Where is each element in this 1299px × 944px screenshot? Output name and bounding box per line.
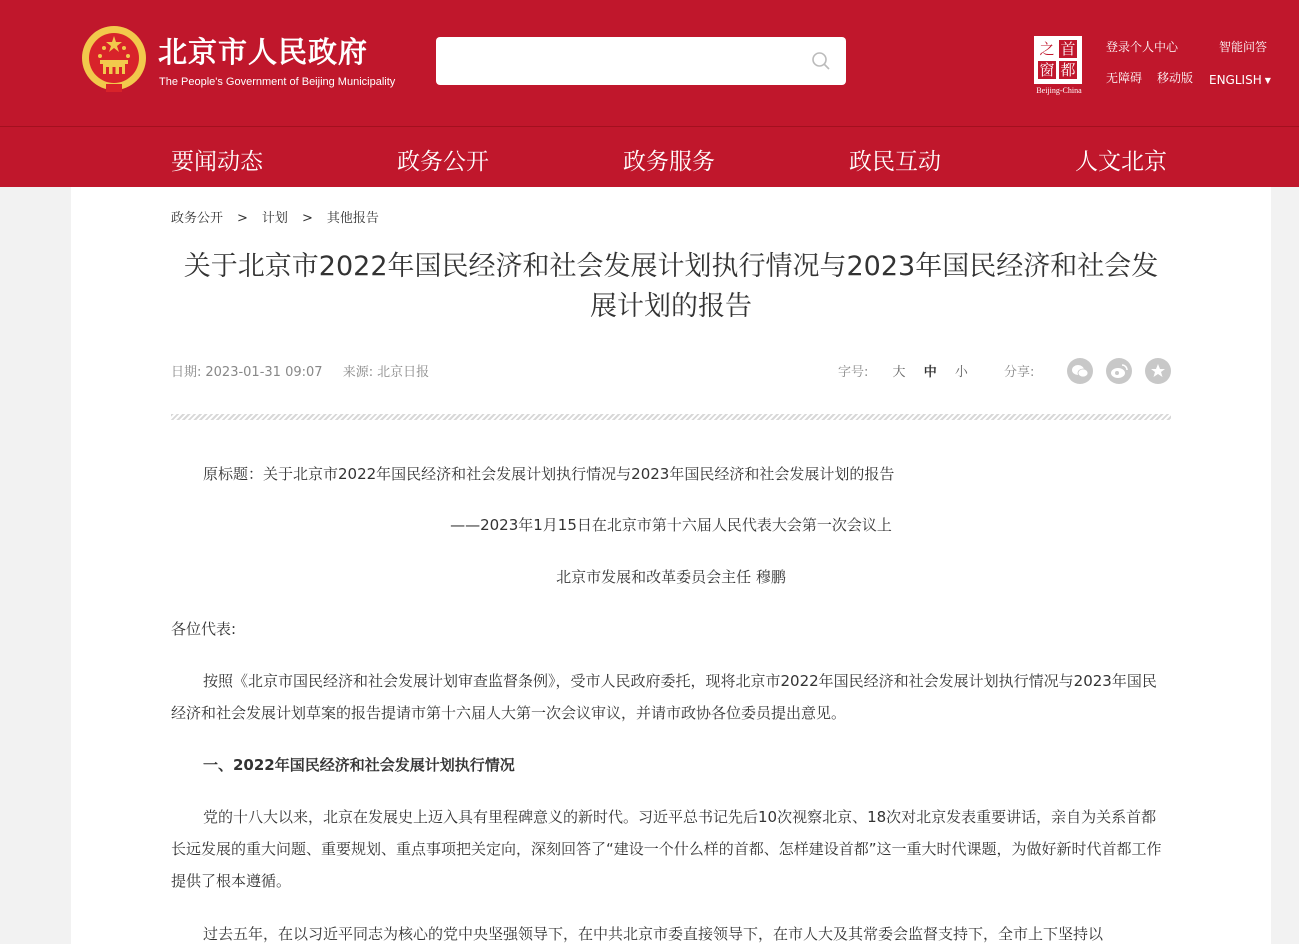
intro-paragraph: 按照《北京市国民经济和社会发展计划审查监督条例》，受市人民政府委托，现将北京市2022年国民经济和社会发展计划执行情况与2023年国民经济和社会发展计划草案的报告提请市第十六届人大第一次会议审议，并请市政协各位委员提出意见。 [171,672,1157,722]
breadcrumb-item[interactable]: 其他报告 [326,211,379,226]
article-source: 北京日报 [377,365,430,380]
login-link[interactable]: 登录个人中心 [1106,40,1179,54]
body-paragraph: 党的十八大以来，北京在发展史上迈入具有里程碑意义的新时代。习近平总书记先后10次视察北京、18次对北京发表重要讲话，亲自为关系首都长远发展的重大问题、重要规划、重点事项把关定向，深刻回答了“建设一个什么样的首都、怎样建设首都”这一重大时代课题，为做好新时代首都工作提供了根本遵循。 [171,808,1162,890]
article-title-line: 展计划的报告 [590,291,752,322]
breadcrumb-separator: > [301,211,313,226]
english-label: ENGLISH [1209,73,1262,87]
capital-logo-char: 首 [1060,40,1076,58]
site-header [0,0,1299,126]
breadcrumb [171,207,379,226]
body-paragraph: 过去五年，在以习近平同志为核心的党中央坚强领导下，在中共北京市委直接领导下，在市人大及其常委会监督支持下，全市上下坚持以 [203,925,1104,943]
report-author: 北京市发展和改革委员会主任 穆鹏 [556,568,786,586]
font-size-large[interactable]: 大 [892,365,906,380]
divider [171,414,1171,420]
font-size-small[interactable]: 小 [954,365,968,380]
source-label: 来源: [342,365,374,380]
capital-logo-caption: Beijing-China [1036,86,1082,95]
capital-logo-char: 都 [1060,61,1076,79]
site-subtitle: The People's Government of Beijing Municipality [159,76,396,88]
article-title [171,247,1171,327]
breadcrumb-item[interactable]: 计划 [261,211,288,226]
smart-qa-link[interactable]: 智能问答 [1219,40,1268,54]
font-size-control [838,361,968,380]
nav-item-culture[interactable]: 人文北京 [1075,149,1167,175]
nav-item-government-affairs[interactable]: 政务公开 [397,149,489,175]
section-heading: 一、2022年国民经济和社会发展计划执行情况 [203,756,515,774]
search-box[interactable] [436,37,846,85]
main-nav [0,126,1299,187]
accessibility-link[interactable]: 无障碍 [1106,71,1143,85]
capital-window-logo[interactable] [1030,36,1088,96]
weibo-icon[interactable] [1106,358,1132,384]
breadcrumb-item[interactable]: 政务公开 [171,211,224,226]
capital-logo-char: 窗 [1039,61,1055,79]
nav-item-interaction[interactable]: 政民互动 [849,149,941,175]
capital-logo-char: 之 [1039,40,1055,58]
caret-down-icon: ▼ [1264,76,1271,85]
mobile-version-link[interactable]: 移动版 [1157,71,1194,85]
article-meta [171,361,429,380]
nav-item-news[interactable]: 要闻动态 [171,149,263,175]
font-size-label: 字号: [838,365,869,380]
favorite-icon[interactable] [1145,358,1171,384]
article-container [71,187,1271,944]
wechat-icon[interactable] [1067,358,1093,384]
article-title-line: 关于北京市2022年国民经济和社会发展计划执行情况与2023年国民经济和社会发 [183,251,1159,282]
original-title-paragraph: 原标题：关于北京市2022年国民经济和社会发展计划执行情况与2023年国民经济和社会发展计划的报告 [203,465,895,483]
english-link[interactable] [1209,73,1271,87]
breadcrumb-separator: > [237,211,248,226]
font-size-medium[interactable]: 中 [923,365,937,380]
share-label: 分享: [1004,365,1035,380]
report-subtitle: ——2023年1月15日在北京市第十六届人民代表大会第一次会议上 [450,516,892,534]
national-emblem-icon[interactable] [80,24,148,96]
publish-date: 2023-01-31 09:07 [205,365,323,380]
search-input[interactable] [448,47,792,77]
site-title[interactable]: 北京市人民政府 [158,35,369,69]
date-label: 日期: [171,365,202,380]
greeting: 各位代表: [171,620,237,638]
search-icon[interactable] [810,50,832,72]
nav-item-services[interactable]: 政务服务 [623,149,715,175]
